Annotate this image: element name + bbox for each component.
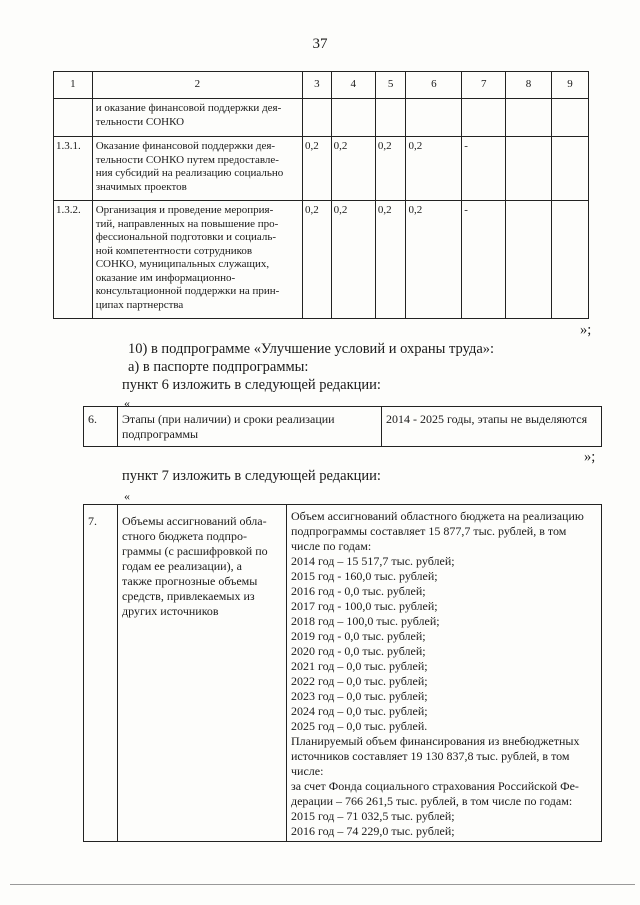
row-text-line: фессиональной подготовки и социаль-	[95, 231, 277, 243]
value-cell	[551, 99, 588, 137]
value-line: 2016 год - 0,0 тыс. рублей;	[291, 584, 426, 598]
passport-point-7-table	[83, 504, 602, 842]
value-cell	[506, 137, 552, 201]
value-cell: -	[462, 201, 506, 319]
value-cell	[331, 99, 375, 137]
header-cell: 3	[302, 72, 331, 99]
value-cell: 0,2	[406, 201, 462, 319]
row-number	[54, 99, 93, 137]
value-cell	[375, 99, 406, 137]
value-cell: 0,2	[375, 201, 406, 319]
row-text-line: оказание им информационно-	[95, 271, 236, 284]
point-label	[118, 505, 287, 842]
header-cell: 2	[92, 72, 302, 99]
value-line: Планируемый объем финансирования из внебюджетных	[291, 734, 580, 748]
value-line: числе:	[291, 764, 324, 778]
row-number: 1.3.1.	[54, 137, 93, 201]
value-line: 2021 год – 0,0 тыс. рублей;	[291, 659, 428, 673]
row-description	[92, 201, 302, 319]
header-cell: 9	[551, 72, 588, 99]
label-line: средств, привлекаемых из	[122, 589, 255, 603]
row-text-line: консультационной поддержки на прин-	[95, 285, 280, 297]
opening-quote-mark: «	[124, 489, 130, 503]
value-line: 2019 год - 0,0 тыс. рублей;	[291, 629, 426, 643]
value-cell	[506, 201, 552, 319]
value-line: числе по годам:	[291, 539, 372, 553]
value-line: дерации – 766 261,5 тыс. рублей, в том числе по годам:	[291, 794, 573, 808]
paragraph-point-6-intro: пункт 6 изложить в следующей редакции:	[122, 377, 381, 393]
point-number: 7.	[84, 505, 118, 842]
closing-quote-mark: »;	[584, 449, 596, 465]
value-line: 2016 год – 74 229,0 тыс. рублей;	[291, 824, 455, 838]
value-line: 2018 год – 100,0 тыс. рублей;	[291, 614, 440, 628]
value-line: источников составляет 19 130 837,8 тыс. рублей, в том	[291, 749, 570, 763]
value-line: 2017 год - 100,0 тыс. рублей;	[291, 599, 438, 613]
value-cell	[406, 99, 462, 137]
table-row	[54, 99, 589, 137]
scan-edge-line	[10, 884, 635, 885]
label-line: подпрограммы	[122, 427, 199, 441]
paragraph-point-7-intro: пункт 7 изложить в следующей редакции:	[122, 468, 381, 484]
label-line: других источников	[122, 604, 219, 618]
value-cell: 0,2	[302, 137, 331, 201]
label-line: Этапы (при наличии) и сроки реализации	[122, 412, 335, 426]
point-label	[118, 407, 382, 447]
value-cell: 0,2	[375, 137, 406, 201]
header-cell: 4	[331, 72, 375, 99]
value-cell	[302, 99, 331, 137]
value-cell: 0,2	[406, 137, 462, 201]
value-cell	[462, 99, 506, 137]
value-line: 2023 год – 0,0 тыс. рублей;	[291, 689, 428, 703]
label-line: граммы (с расшифровкой по	[122, 544, 268, 558]
value-cell: 0,2	[302, 201, 331, 319]
table-row	[54, 137, 589, 201]
table-row	[84, 407, 602, 447]
point-value	[287, 505, 602, 842]
value-line: 2015 год - 160,0 тыс. рублей;	[291, 569, 438, 583]
label-line: годам ее реализации), а	[122, 559, 242, 573]
value-line: подпрограммы составляет 15 877,7 тыс. рублей, в том	[291, 524, 567, 538]
value-line: Объем ассигнований областного бюджета на реализацию	[291, 509, 584, 523]
value-cell: 0,2	[331, 137, 375, 201]
value-cell: -	[462, 137, 506, 201]
passport-point-6-table	[83, 406, 602, 447]
row-text-line: тий, направленных на повышение про-	[95, 217, 279, 230]
opening-quote-mark: «	[124, 396, 130, 410]
row-text-line: Оказание финансовой поддержки дея-	[95, 140, 276, 152]
table-row	[84, 505, 602, 842]
row-text-line: ной компетентности сотрудников	[95, 244, 253, 257]
row-text-line: и оказание финансовой поддержки дея-	[95, 102, 282, 114]
program-table	[53, 71, 589, 319]
table-header-row	[54, 72, 589, 99]
value-cell	[551, 201, 588, 319]
page-number: 37	[312, 36, 328, 52]
header-cell: 7	[462, 72, 506, 99]
value-line: 2024 год – 0,0 тыс. рублей;	[291, 704, 428, 718]
table-row	[54, 201, 589, 319]
row-text-line: Организация и проведение мероприя-	[95, 204, 274, 216]
value-line: 2022 год – 0,0 тыс. рублей;	[291, 674, 428, 688]
row-text-line: тельности СОНКО путем предоставле-	[95, 153, 279, 166]
point-value: 2014 - 2025 годы, этапы не выделяются	[382, 407, 602, 447]
label-line: Объемы ассигнований обла-	[122, 514, 267, 528]
row-text-line: СОНКО, муниципальных служащих,	[95, 258, 270, 270]
value-line: 2020 год - 0,0 тыс. рублей;	[291, 644, 426, 658]
row-text-line: ципах партнерства	[95, 298, 184, 311]
point-number: 6.	[84, 407, 118, 447]
row-text-line: значимых проектов	[95, 180, 187, 193]
value-line: за счет Фонда социального страхования Российской Фе-	[291, 779, 579, 793]
paragraph-item-a: а) в паспорте подпрограммы:	[128, 359, 309, 375]
row-text-line: ния субсидий на реализацию социально	[95, 167, 284, 179]
row-number: 1.3.2.	[54, 201, 93, 319]
value-line: 2025 год – 0,0 тыс. рублей.	[291, 719, 428, 733]
value-line: 2015 год – 71 032,5 тыс. рублей;	[291, 809, 455, 823]
header-cell: 5	[375, 72, 406, 99]
label-line: также прогнозные объемы	[122, 574, 258, 588]
label-line: стного бюджета подпро-	[122, 529, 247, 543]
value-cell	[506, 99, 552, 137]
value-line: 2014 год – 15 517,7 тыс. рублей;	[291, 554, 455, 568]
header-cell: 6	[406, 72, 462, 99]
closing-quote-mark: »;	[580, 322, 592, 338]
row-description	[92, 137, 302, 201]
row-description	[92, 99, 302, 137]
value-cell: 0,2	[331, 201, 375, 319]
header-cell: 8	[506, 72, 552, 99]
header-cell: 1	[54, 72, 93, 99]
row-text-line: тельности СОНКО	[95, 115, 185, 128]
value-cell	[551, 137, 588, 201]
paragraph-item-10: 10) в подпрограмме «Улучшение условий и охраны труда»:	[128, 341, 495, 357]
